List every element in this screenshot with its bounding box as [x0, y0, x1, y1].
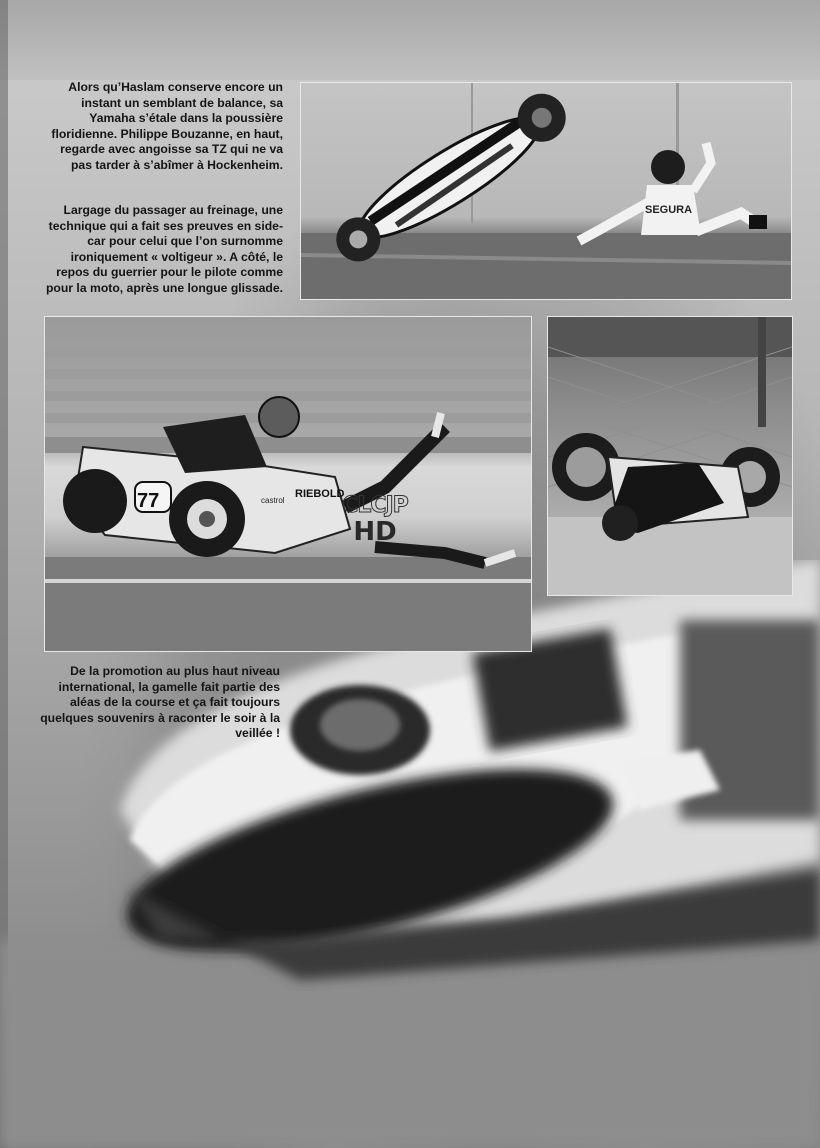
- caption-sidecar-passenger: Largage du passager au freinage, une technique qui a fait ses preuves en side-car pour celui que l’on surnomme ironiquement « voltigeur ». A côté, le repos du guerrier pour le pilote comme pour la moto, après une longue glissade.: [45, 203, 283, 295]
- site-watermark: [332, 494, 418, 576]
- photo-haslam-illustration: [301, 83, 791, 299]
- photo-sidecar-illustration: [45, 317, 531, 651]
- photo-sidecar-passenger-thrown: [44, 316, 532, 652]
- photo-rider-resting-after-slide: [547, 316, 793, 596]
- photo-resting-rider-illustration: [548, 317, 792, 595]
- sidecar-sponsor-text: castrol: [261, 496, 285, 505]
- blurred-background-top: [0, 0, 820, 80]
- sidecar-race-number: 77: [137, 490, 160, 512]
- sidecar-brand-text: RIEBOLD: [295, 488, 345, 500]
- photo-haslam-yamaha-crash: [300, 82, 792, 300]
- watermark-line1: CLCJP: [342, 493, 408, 518]
- watermark-line2: HD: [353, 517, 397, 547]
- caption-crash-souvenirs: De la promotion au plus haut niveau international, la gamelle fait partie des aléas de la course et ça fait toujours quelques souvenirs à raconter le soir à la veillée !: [40, 664, 280, 740]
- rider-leathers-text: SEGURA: [645, 204, 693, 216]
- caption-haslam-crash: Alors qu’Haslam conserve encore un instant un semblant de balance, sa Yamaha s’étale dans la poussière floridienne. Philippe Bouzanne, en haut, regarde avec angoisse sa TZ qui ne va pas tarder à s’abîmer à Hockenheim.: [51, 80, 283, 172]
